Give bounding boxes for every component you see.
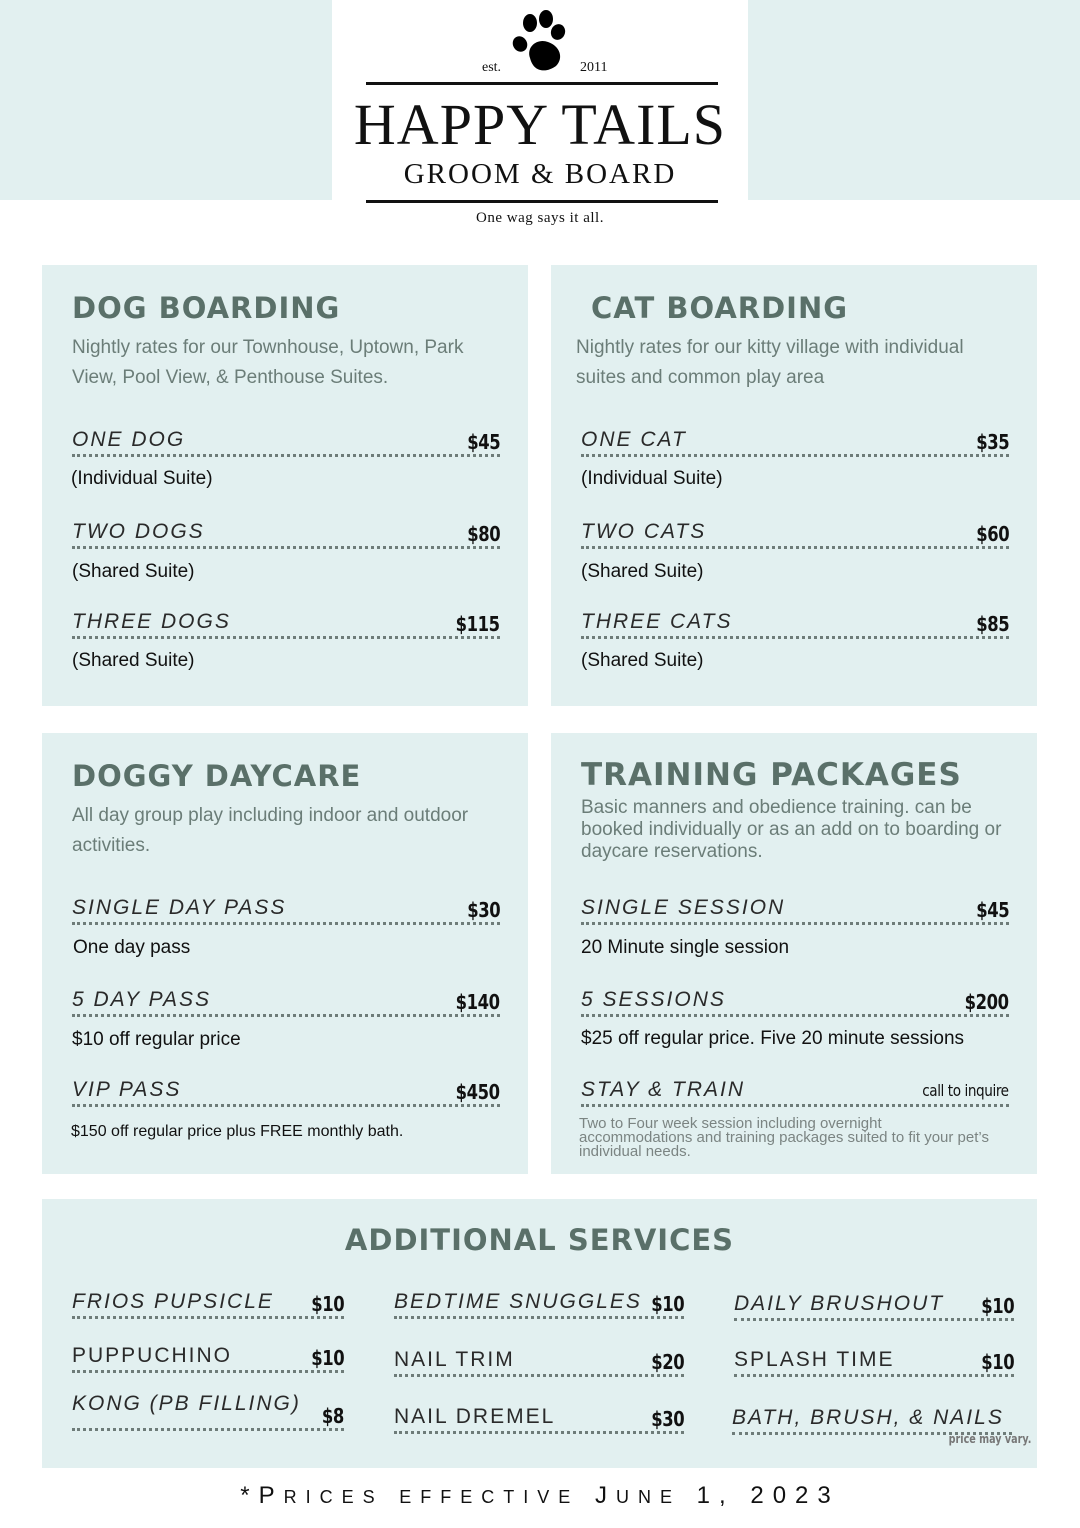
price-row [734,1289,1014,1321]
doggy-daycare-card [42,733,528,1174]
item-label: NAIL TRIM [394,1348,515,1371]
item-note: (Individual Suite) [581,468,723,489]
footer-text: RICES [283,1487,384,1507]
section-description: All day group play including indoor and outdoor activities. [72,805,469,856]
price-row [581,1075,1009,1107]
price-row [394,1345,684,1377]
item-note: $150 off regular price plus FREE monthly bath. [71,1123,404,1140]
item-price: $35 [975,430,1009,454]
item-price: $30 [466,898,500,922]
footer-text: UNE [615,1487,681,1507]
section-title: CAT BOARDING [591,291,849,325]
item-label: STAY & TRAIN [581,1078,746,1101]
item-note: (Individual Suite) [71,468,213,489]
price-row [72,1287,344,1319]
header-band-left [0,0,332,200]
training-packages-card [551,733,1037,1174]
price-row [581,893,1009,925]
logo [332,0,748,240]
cat-boarding-card [551,265,1037,706]
logo-divider-bottom [366,200,718,203]
item-label: PUPPUCHINO [72,1344,233,1367]
item-label: TWO DOGS [72,520,205,543]
footer-text: EFFECTIVE [399,1487,580,1507]
item-price: $10 [310,1346,344,1370]
paw-print-icon [508,10,578,80]
price-row [394,1402,684,1434]
item-note: 20 Minute single session [581,937,790,958]
item-price: $10 [650,1292,684,1316]
item-label: ONE DOG [72,428,186,451]
item-note: (Shared Suite) [581,650,704,671]
price-row [72,1075,500,1107]
item-price: $85 [975,612,1009,636]
price-row [72,1392,344,1431]
logo-divider-top [366,82,718,85]
business-subtitle: GROOM & BOARD [403,158,677,190]
item-label: SPLASH TIME [734,1348,895,1371]
item-price: $45 [466,430,500,454]
item-price: $10 [980,1350,1014,1374]
section-title: DOG BOARDING [72,291,341,325]
price-row [72,893,500,925]
dog-boarding-card [42,265,528,706]
item-price: $80 [466,522,500,546]
price-row [72,425,500,457]
section-title: DOGGY DAYCARE [72,759,362,793]
item-price: $10 [310,1292,344,1316]
item-label: SINGLE SESSION [581,896,786,919]
additional-services-card [42,1199,1037,1468]
item-label: FRIOS PUPSICLE [72,1290,274,1313]
item-price: $200 [964,990,1009,1014]
tagline: One wag says it all. [476,210,604,226]
prices-effective-footer [0,1482,1080,1510]
section-title: TRAINING PACKAGES [581,757,962,793]
price-row [581,425,1009,457]
item-note: $25 off regular price. Five 20 minute sessions [581,1028,965,1049]
price-row [734,1345,1014,1377]
item-label: THREE CATS [581,610,733,633]
price-row [581,607,1009,639]
item-price: $450 [455,1080,500,1104]
item-label: TWO CATS [581,520,707,543]
item-price: $8 [321,1404,344,1428]
item-label: KONG (PB FILLING) [72,1392,301,1415]
item-label: NAIL DREMEL [394,1405,556,1428]
item-label: 5 SESSIONS [581,988,726,1011]
item-label: ONE CAT [581,428,687,451]
footer-asterisk: * [240,1482,259,1509]
item-price: call to inquire [922,1081,1009,1100]
price-row [581,985,1009,1017]
item-label: 5 DAY PASS [72,988,212,1011]
footer-date: 1, 2023 [696,1482,840,1509]
price-row [72,607,500,639]
item-label: DAILY BRUSHOUT [734,1292,945,1315]
item-note: (Shared Suite) [72,561,195,582]
footer-text: J [594,1482,616,1509]
price-row [72,517,500,549]
footer-text: P [258,1482,284,1509]
est-year: 2011 [580,60,608,75]
price-may-vary-note: price may vary. [948,1432,1031,1446]
price-row [72,985,500,1017]
item-note: (Shared Suite) [581,561,704,582]
section-description: Basic manners and obedience training. can be booked individually or as an add on to boarding or daycare reservations. [581,797,1002,862]
item-price: $115 [455,612,500,636]
item-note: $10 off regular price [72,1029,241,1050]
header-band-right [748,0,1080,200]
item-note: (Shared Suite) [72,650,195,671]
section-title: ADDITIONAL SERVICES [344,1223,735,1257]
item-label: BATH, BRUSH, & NAILS [732,1406,1004,1429]
item-price: $45 [975,898,1009,922]
price-row [72,1341,344,1373]
item-label: THREE DOGS [72,610,231,633]
price-row [581,517,1009,549]
item-price: $60 [975,522,1009,546]
section-description: Nightly rates for our kitty village with individual suites and common play area [576,337,964,388]
item-label: SINGLE DAY PASS [72,896,287,919]
item-note: Two to Four week session including overnight accommodations and training packages suited to fit your pet’s individual needs. [579,1115,989,1160]
item-label: VIP PASS [72,1078,182,1101]
item-label: BEDTIME SNUGGLES [394,1290,642,1313]
est-label: est. [482,60,502,75]
business-name: HAPPY TAILS [353,92,727,157]
price-row [394,1287,684,1319]
item-price: $30 [650,1407,684,1431]
item-price: $10 [980,1294,1014,1318]
section-description: Nightly rates for our Townhouse, Uptown, Park View, Pool View, & Penthouse Suites. [72,337,464,388]
price-row [732,1403,1012,1435]
item-price: $20 [650,1350,684,1374]
item-price: $140 [455,990,500,1014]
item-note: One day pass [73,937,191,958]
